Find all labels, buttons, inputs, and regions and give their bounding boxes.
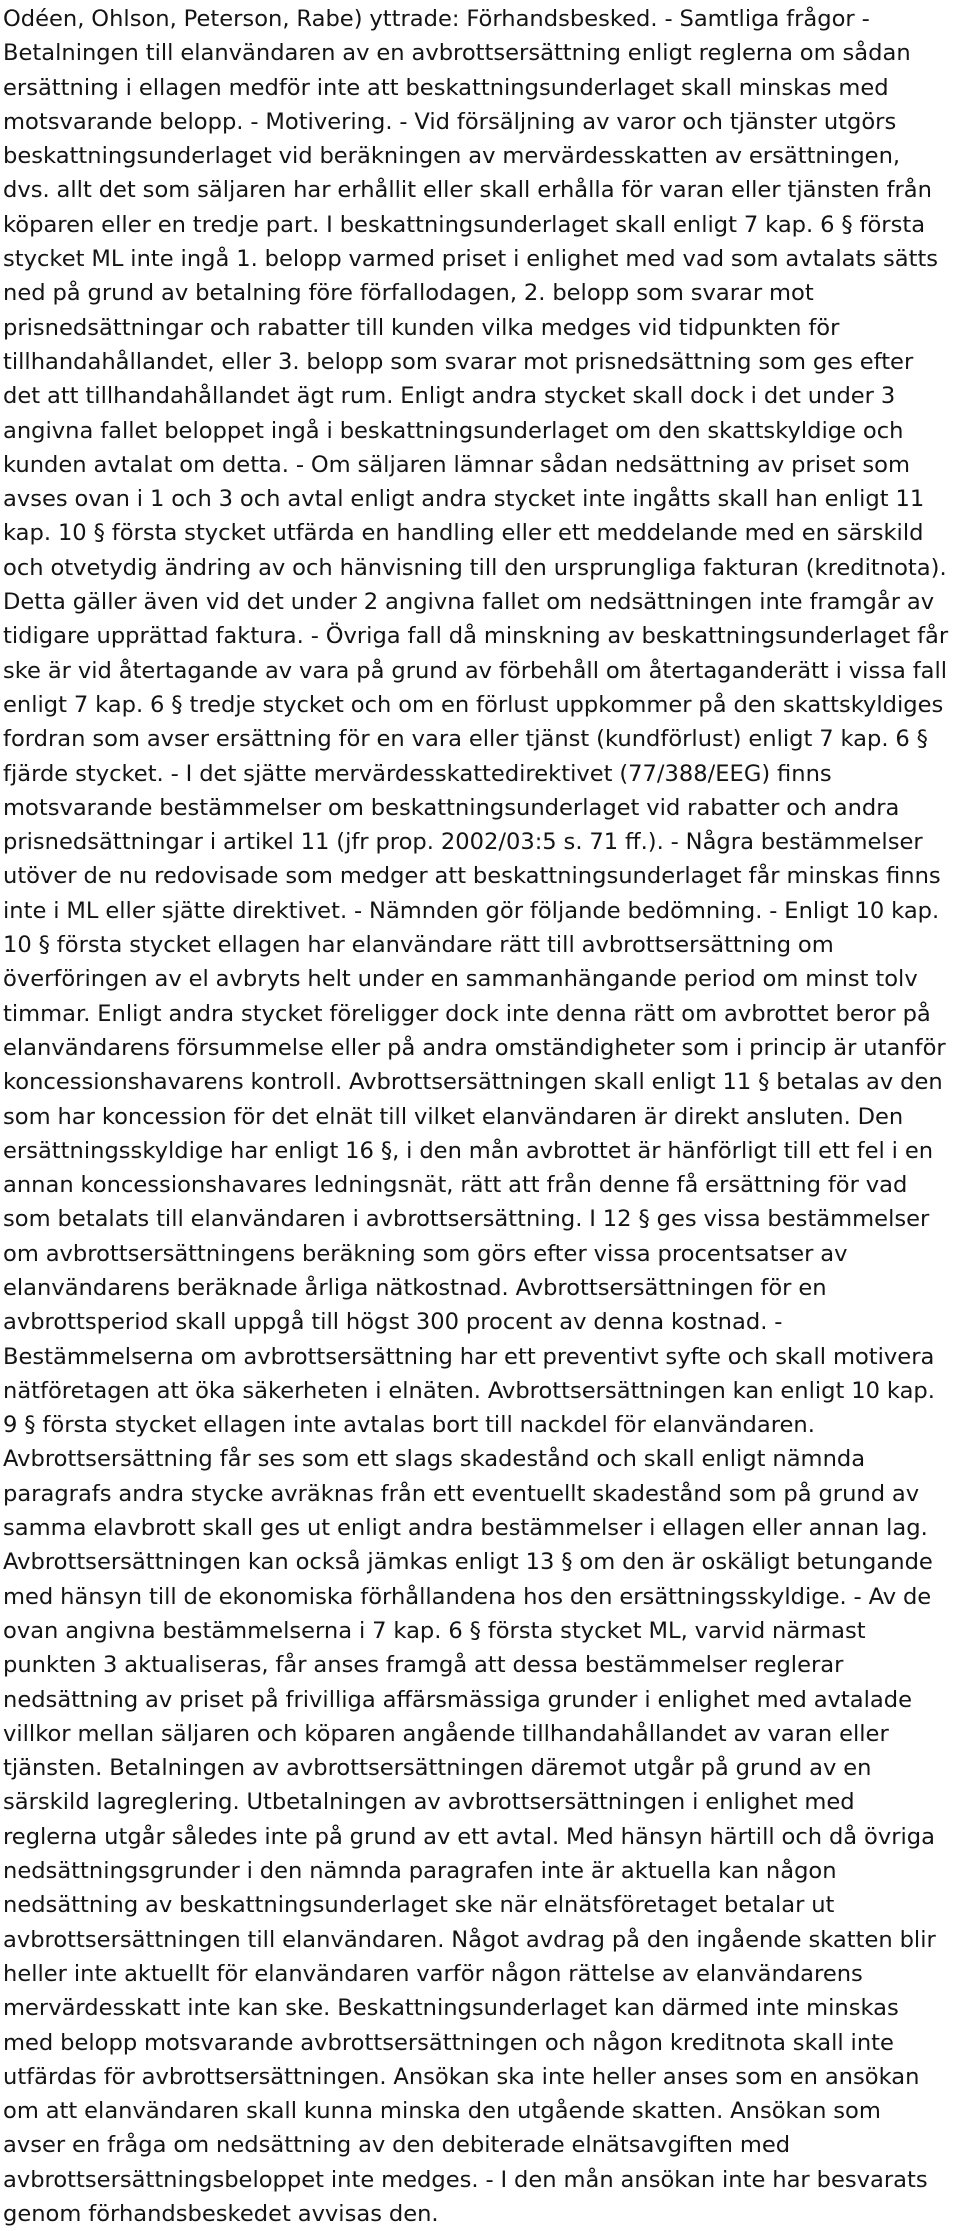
body-paragraph: Odéen, Ohlson, Peterson, Rabe) yttrade: Förhandsbesked. - Samtliga frågor - Betalningen till elanvändaren av en avbrottsersättning enligt reglerna om sådan ersättning i ellagen medför inte att beskattningsunderlaget skall minskas med motsvarande belopp. - Motivering. - Vid försäljning av varor och tjänster utgörs beskattningsunderlaget vid beräkningen av mervärdesskatten av ersättningen, dvs. allt det som säljaren har erhållit eller skall erhålla för varan eller tjänsten från köparen eller en tredje part. I beskattningsunderlaget skall enligt 7 kap. 6 § första stycket ML inte ingå 1. belopp varmed priset i enlighet med vad som avtalats sätts ned på grund av betalning före förfallodagen, 2. belopp som svarar mot prisnedsättningar och rabatter till kunden vilka medges vid tidpunkten för tillhandahållandet, eller 3. belopp som svarar mot prisnedsättning som ges efter det att tillhandahållandet ägt rum. Enligt andra stycket skall dock i det under 3 angivna fallet beloppet ingå i beskattningsunderlaget om den skattskyldige och kunden avtalat om detta. - Om säljaren lämnar sådan nedsättning av priset som avses ovan i 1 och 3 och avtal enligt andra stycket inte ingåtts skall han enligt 11 kap. 10 § första stycket utfärda en handling eller ett meddelande med en särskild och otvetydig ändring av och hänvisning till den ursprungliga fakturan (kreditnota). Detta gäller även vid det under 2 angivna fallet om nedsättningen inte framgår av tidigare upprättad faktura. - Övriga fall då minskning av beskattningsunderlaget får ske är vid återtagande av vara på grund av förbehåll om återtaganderätt i vissa fall enligt 7 kap. 6 § tredje stycket och om en förlust uppkommer på den skattskyldiges fordran som avser ersättning för en vara eller tjänst (kundförlust) enligt 7 kap. 6 § fjärde stycket. - I det sjätte mervärdesskattedirektivet (77/388/EEG) finns motsvarande bestämmelser om beskattningsunderlaget vid rabatter och andra prisnedsättningar i artikel 11 (jfr prop. 2002/03:5 s. 71 ff.). - Några bestämmelser utöver de nu redovisade som medger att beskattningsunderlaget får minskas finns inte i ML eller sjätte direktivet. - Nämnden gör följande bedömning. - Enligt 10 kap. 10 § första stycket ellagen har elanvändare rätt till avbrottsersättning om överföringen av el avbryts helt under en sammanhängande period om minst tolv timmar. Enligt andra stycket föreligger dock inte denna rätt om avbrottet beror på elanvändarens försummelse eller på andra omständigheter som i princip är utanför koncessionshavarens kontroll. Avbrottsersättningen skall enligt 11 § betalas av den som har koncession för det elnät till vilket elanvändaren är direkt ansluten. Den ersättningsskyldige har enligt 16 §, i den mån avbrottet är hänförligt till ett fel i en annan koncessionshavares ledningsnät, rätt att från denne få ersättning för vad som betalats till elanvändaren i avbrottsersättning. I 12 § ges vissa bestämmelser om avbrottsersättningens beräkning som görs efter vissa procentsatser av elanvändarens beräknade årliga nätkostnad. Avbrottsersättningen för en avbrottsperiod skall uppgå till högst 300 procent av denna kostnad. - Bestämmelserna om avbrottsersättning har ett preventivt syfte och skall motivera nätföretagen att öka säkerheten i elnäten. Avbrottsersättningen kan enligt 10 kap. 9 § första stycket ellagen inte avtalas bort till nackdel för elanvändaren. Avbrottsersättning får ses som ett slags skadestånd och skall enligt nämnda paragrafs andra stycke avräknas från ett eventuellt skadestånd som på grund av samma elavbrott skall ges ut enligt andra bestämmelser i ellagen eller annan lag. Avbrottsersättningen kan också jämkas enligt 13 § om den är oskäligt betungande med hänsyn till de ekonomiska förhållandena hos den ersättningsskyldige. - Av de ovan angivna bestämmelserna i 7 kap. 6 § första stycket ML, varvid närmast punkten 3 aktualiseras, får anses framgå att dessa bestämmelser reglerar nedsättning av priset på frivilliga affärsmässiga grunder i enlighet med avtalade villkor mellan säljaren och köparen angående tillhandahållandet av varan eller tjänsten. Betalningen av avbrottsersättningen däremot utgår på grund av en särskild lagreglering. Utbetalningen av avbrottsersättningen i enlighet med reglerna utgår således inte på grund av ett avtal. Med hänsyn härtill och då övriga nedsättningsgrunder i den nämnda paragrafen inte är aktuella kan någon nedsättning av beskattningsunderlaget ske när elnätsföretaget betalar ut avbrottsersättningen till elanvändaren. Något avdrag på den ingående skatten blir heller inte aktuellt för elanvändaren varför någon rättelse av elanvändarens mervärdesskatt inte kan ske. Beskattningsunderlaget kan därmed inte minskas med belopp motsvarande avbrottsersättningen och någon kreditnota skall inte utfärdas för avbrottsersättningen. Ansökan ska inte heller anses som en ansökan om att elanvändaren skall kunna minska den utgående skatten. Ansökan som avser en fråga om nedsättning av den debiterade elnätsavgiften med avbrottsersättningsbeloppet inte medges. - I den mån ansökan inte har besvarats genom förhandsbeskedet avvisas den. <box>3 6 949 2227</box>
